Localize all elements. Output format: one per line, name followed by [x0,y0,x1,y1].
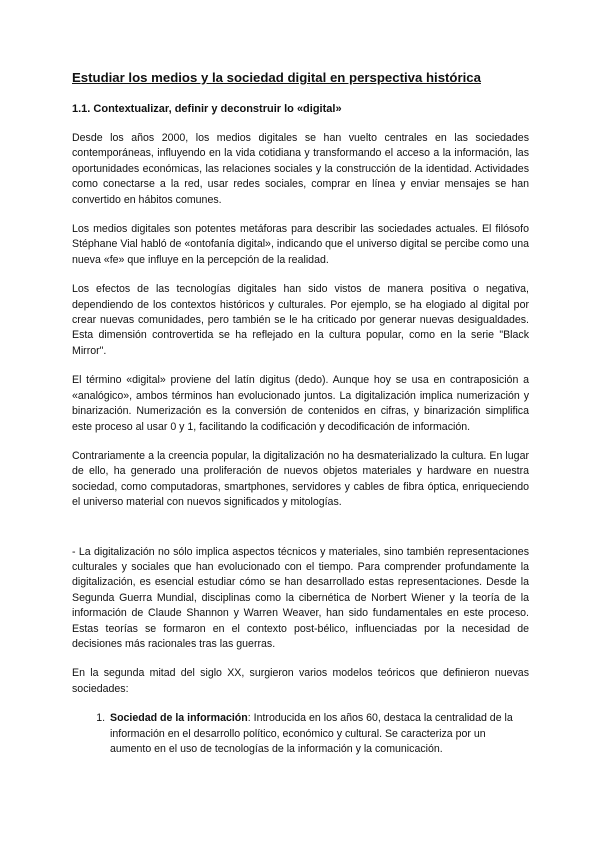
section-heading: 1.1. Contextualizar, definir y deconstruir lo «digital» [72,103,342,115]
paragraph: El término «digital» proviene del latín digitus (dedo). Aunque hoy se usa en contraposición a «analógico», ambos términos han evolucionado juntos. La digitalización implica numerización y binarización. Numerización es la conversión de contenidos en cifras, y binarización simplifica este proceso al usar 0 y 1, facilitando la codificación y decodificación de información. [72,374,529,433]
list-item [108,711,529,757]
paragraph: Los efectos de las tecnologías digitales han sido vistos de manera positiva o negativa, dependiendo de los contextos históricos y culturales. Por ejemplo, se ha elogiado al digital por crear nuevas comunidades, pero también se le ha criticado por generar nuevas desigualdades. Esta dimensión controvertida se ha reflejado en la cultura popular, como en la serie "Black Mirror". [72,283,529,357]
paragraph: En la segunda mitad del siglo XX, surgieron varios modelos teóricos que definieron nuevas sociedades: [72,667,529,695]
numbered-list [72,711,529,757]
paragraph: Los medios digitales son potentes metáforas para describir las sociedades actuales. El filósofo Stéphane Vial habló de «ontofanía digital», indicando que el universo digital se percibe como una nueva «fe» que influye en la percepción de la realidad. [72,223,529,266]
paragraph: - La digitalización no sólo implica aspectos técnicos y materiales, sino también representaciones culturales y sociales que han evolucionado con el tiempo. Para comprender profundamente la digitalización, es esencial estudiar cómo se han desarrollado estas representaciones. Desde la Segunda Guerra Mundial, disciplinas como la cibernética de Norbert Wiener y la teoría de la información de Claude Shannon y Warren Weaver, han sido fundamentales en este proceso. Estas teorías se formaron en el contexto post-bélico, influenciadas por la necesidad de decisiones más racionales tras las guerras. [72,545,529,650]
paragraph: Desde los años 2000, los medios digitales se han vuelto centrales en las sociedades contemporáneas, influyendo en la vida cotidiana y transformando el acceso a la información, las oportunidades económicas, las relaciones sociales y la construcción de la identidad. Actividades como conectarse a la red, usar redes sociales, comprar en línea y enviar mensajes se han convertido en hábitos comunes. [72,132,529,206]
list-item-term: Sociedad de la información [110,712,248,725]
paragraph: Contrariamente a la creencia popular, la digitalización no ha desmaterializado la cultura. En lugar de ello, ha generado una proliferación de nuevos objetos materiales y hardware en nuestra sociedad, como computadoras, smartphones, servidores y cables de fibra óptica, enriqueciendo el universo material con nuevos significados y mitologías. [72,449,529,509]
list-item-text: : Introducida en los años 60, destaca la centralidad de la información en el desarrollo político, económico y cultural. Se caracteriza por un aumento en el uso de tecnologías de la información y la comunicación. [110,712,513,755]
page-title: Estudiar los medios y la sociedad digital en perspectiva histórica [72,70,481,85]
blank-space [72,525,529,545]
